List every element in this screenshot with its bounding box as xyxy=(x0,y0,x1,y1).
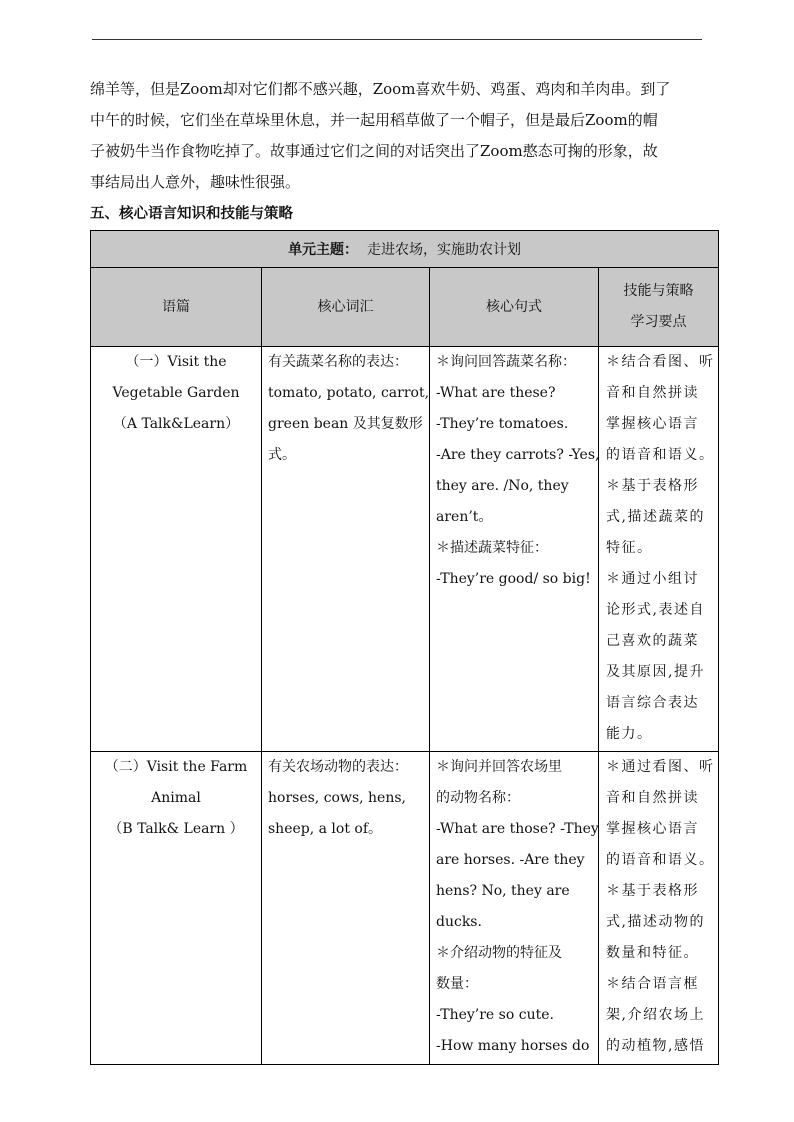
cell-line: 及其原因,提升 xyxy=(606,664,705,680)
table-row xyxy=(91,347,719,752)
strategy-cell xyxy=(599,752,719,1065)
cell-line: ducks. xyxy=(436,914,482,930)
cell-line: ＊介绍动物的特征及 xyxy=(436,945,562,961)
theme-label: 单元主题： xyxy=(288,242,359,258)
sentence-cell xyxy=(430,752,599,1065)
header-skills-line2: 学习要点 xyxy=(630,314,687,330)
discourse-cell xyxy=(91,752,262,1065)
cell-line: 的语音和语义。 xyxy=(606,447,715,463)
cell-line: tomato, potato, carrot, xyxy=(268,385,430,401)
paragraph-line: 中午的时候，它们坐在草垛里休息，并一起用稻草做了一个帽子，但是最后Zoom的帽 xyxy=(90,111,658,129)
cell-line: -What are these? xyxy=(436,385,556,401)
cell-line: 数量和特征。 xyxy=(606,945,699,961)
cell-line: 式。 xyxy=(268,447,296,463)
vocabulary-cell xyxy=(262,752,430,1065)
cell-line: 的动物名称： xyxy=(436,790,520,806)
cell-line: 式,描述蔬菜的 xyxy=(606,509,705,525)
cell-line: 的语音和语义。 xyxy=(606,852,715,868)
story-summary-paragraph xyxy=(90,74,706,198)
cell-line: ＊描述蔬菜特征： xyxy=(436,540,548,556)
table-row xyxy=(91,752,719,1065)
header-core-vocabulary: 核心词汇 xyxy=(262,268,430,347)
cell-line: 掌握核心语言 xyxy=(606,416,699,432)
strategy-cell xyxy=(599,347,719,752)
cell-line: 音和自然拼读 xyxy=(606,790,699,806)
header-core-sentences: 核心句式 xyxy=(430,268,599,347)
section-heading: 五、核心语言知识和技能与策略 xyxy=(90,206,293,222)
cell-line: ＊基于表格形 xyxy=(606,883,699,899)
cell-line: are horses. -Are they xyxy=(436,852,585,868)
cell-line: -They’re so cute. xyxy=(436,1007,554,1023)
cell-line: ＊询问回答蔬菜名称： xyxy=(436,354,576,370)
cell-line: 架,介绍农场上 xyxy=(606,1007,705,1023)
header-rule xyxy=(92,39,702,40)
cell-line: Animal xyxy=(151,790,201,806)
header-discourse: 语篇 xyxy=(91,268,262,347)
cell-line: ＊通过看图、听 xyxy=(606,759,715,775)
cell-line: （二）Visit the Farm xyxy=(104,759,248,775)
cell-line: 能力。 xyxy=(606,726,653,742)
sentence-cell xyxy=(430,347,599,752)
cell-line: green bean 及其复数形 xyxy=(268,416,423,432)
cell-line: ＊基于表格形 xyxy=(606,478,699,494)
cell-line: -They’re good/ so big! xyxy=(436,571,591,587)
cell-line: Vegetable Garden xyxy=(112,385,240,401)
cell-line: 数量： xyxy=(436,976,478,992)
cell-line: -What are those? -They xyxy=(436,821,599,837)
cell-line: ＊结合语言框 xyxy=(606,976,699,992)
unit-theme-cell xyxy=(91,231,719,268)
cell-line: ＊通过小组讨 xyxy=(606,571,699,587)
cell-line: （一）Visit the xyxy=(125,354,227,370)
cell-line: 的动植物,感悟 xyxy=(606,1038,705,1054)
cell-line: 音和自然拼读 xyxy=(606,385,699,401)
paragraph-line: 绵羊等，但是Zoom却对它们都不感兴趣，Zoom喜欢牛奶、鸡蛋、鸡肉和羊肉串。到了 xyxy=(90,80,671,98)
core-language-table xyxy=(90,230,719,1065)
paragraph-line: 事结局出人意外，趣味性很强。 xyxy=(90,173,301,191)
cell-line: 特征。 xyxy=(606,540,653,556)
cell-line: 有关蔬菜名称的表达： xyxy=(268,354,408,370)
cell-line: -Are they carrots? -Yes, xyxy=(436,447,600,463)
cell-line: -They’re tomatoes. xyxy=(436,416,569,432)
cell-line: 式,描述动物的 xyxy=(606,914,705,930)
cell-line: aren’t。 xyxy=(436,509,493,525)
cell-line: 掌握核心语言 xyxy=(606,821,699,837)
cell-line: 语言综合表达 xyxy=(606,695,699,711)
cell-line: 己喜欢的蔬菜 xyxy=(606,633,699,649)
cell-line: sheep, a lot of。 xyxy=(268,821,383,837)
cell-line: they are. /No, they xyxy=(436,478,569,494)
paragraph-line: 子被奶牛当作食物吃掉了。故事通过它们之间的对话突出了Zoom憨态可掬的形象，故 xyxy=(90,142,658,160)
cell-line: horses, cows, hens, xyxy=(268,790,406,806)
header-skills-line1: 技能与策略 xyxy=(623,283,694,299)
cell-line: ＊询问并回答农场里 xyxy=(436,759,562,775)
cell-line: 有关农场动物的表达： xyxy=(268,759,408,775)
cell-line: hens? No, they are xyxy=(436,883,570,899)
cell-line: ＊结合看图、听 xyxy=(606,354,715,370)
header-skills-strategies xyxy=(599,268,719,347)
cell-line: （B Talk& Learn ） xyxy=(108,821,244,837)
cell-line: -How many horses do xyxy=(436,1038,590,1054)
cell-line: 论形式,表述自 xyxy=(606,602,705,618)
cell-line: （A Talk&Learn） xyxy=(112,416,240,432)
theme-value: 走进农场，实施助农计划 xyxy=(366,242,521,258)
vocabulary-cell xyxy=(262,347,430,752)
discourse-cell xyxy=(91,347,262,752)
